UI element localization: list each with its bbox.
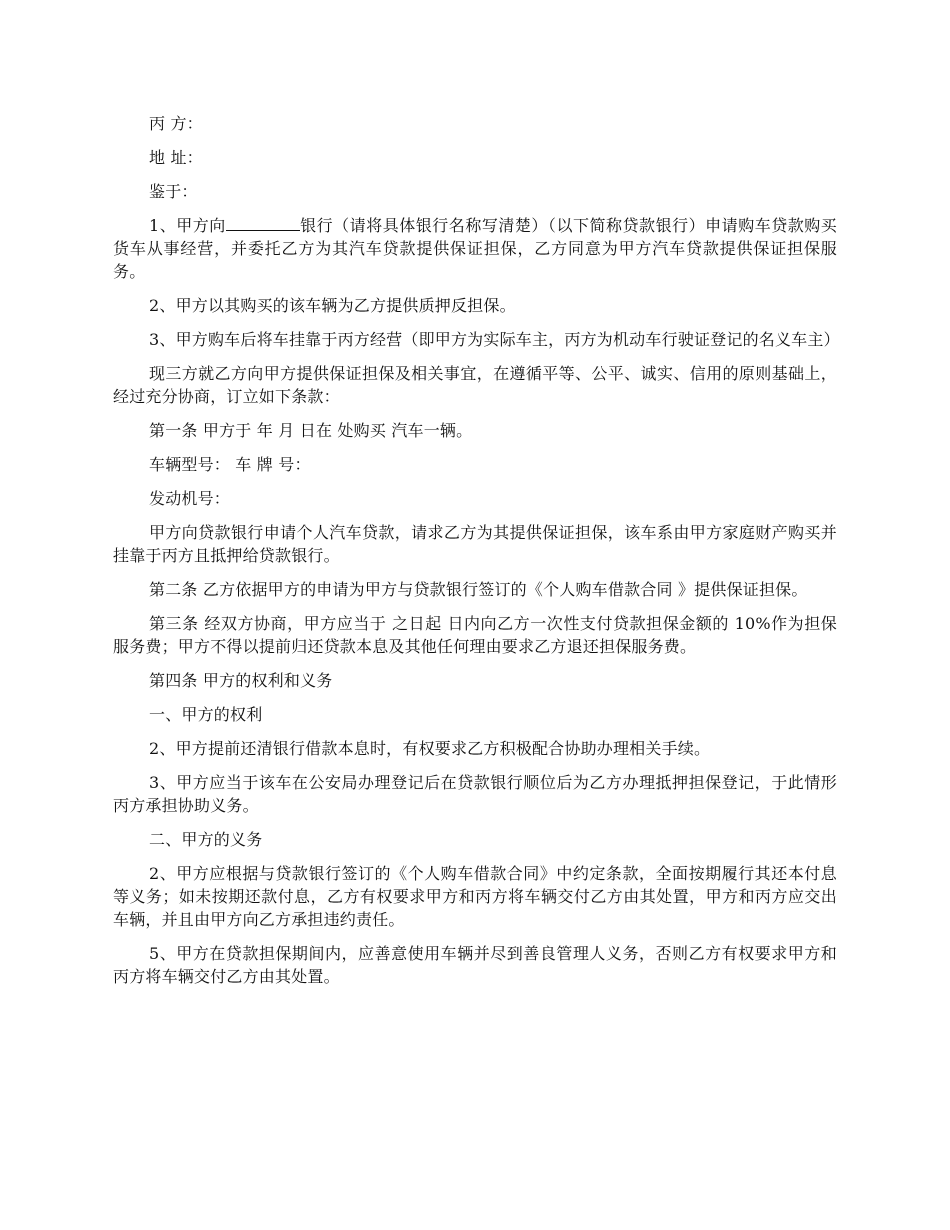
whereas-heading: 鉴于： [149,182,198,201]
party-a-right-2: 2、甲方提前还清银行借款本息时，有权要求乙方积极配合协助办理相关手续。 [149,739,711,758]
party-a-obligations-heading: 二、甲方的义务 [149,830,263,849]
party-a-obligation-2: 2、甲方应根据与贷款银行签订的《个人购车借款合同》中约定条款，全面按期履行其还本付息等义务；如未按期还款付息，乙方有权要求甲方和丙方将车辆交付乙方由其处置，甲方和丙方应交出车辆，并且由甲方向乙方承担违约责任。 [113,864,837,929]
party-a-obligation-5: 5、甲方在贷款担保期间内，应善意使用车辆并尽到善良管理人义务，否则乙方有权要求甲方和丙方将车辆交付乙方由其处置。 [113,944,837,986]
address-label: 地 址： [149,148,203,167]
party-c-label: 丙 方： [149,114,203,133]
article-4-heading: 第四条 甲方的权利和义务 [149,671,333,690]
preamble: 现三方就乙方向甲方提供保证担保及相关事宜，在遵循平等、公平、诚实、信用的原则基础上，经过充分协商，订立如下条款： [113,364,837,406]
loan-application-paragraph: 甲方向贷款银行申请个人汽车贷款，请求乙方为其提供保证担保，该车系由甲方家庭财产购买并挂靠于丙方且抵押给贷款银行。 [113,523,837,565]
recital-1-before: 1、甲方向 [149,216,226,235]
article-2: 第二条 乙方依据甲方的申请为甲方与贷款银行签订的《个人购车借款合同 》提供保证担保。 [149,580,808,599]
party-a-right-3: 3、甲方应当于该车在公安局办理登记后在贷款银行顺位后为乙方办理抵押担保登记，于此情形丙方承担协助义务。 [113,773,837,815]
bank-name-blank [226,215,300,231]
recital-2: 2、甲方以其购买的该车辆为乙方提供质押反担保。 [149,296,516,315]
party-a-rights-heading: 一、甲方的权利 [149,705,263,724]
engine-number-line: 发动机号： [149,489,231,508]
recital-1-after: 银行（请将具体银行名称写清楚）（以下简称贷款银行）申请购车贷款购买货车从事经营，并委托乙方为其汽车贷款提供保证担保，乙方同意为甲方汽车贷款提供保证担保服务。 [113,216,837,281]
document-body [113,112,840,999]
vehicle-model-line: 车辆型号： 车 牌 号： [149,455,311,474]
article-3: 第三条 经双方协商，甲方应当于 之日起 日内向乙方一次性支付贷款担保金额的 10%作为担保服务费；甲方不得以提前归还贷款本息及其他任何理由要求乙方退还担保服务费。 [113,614,837,656]
recital-1 [113,214,837,283]
article-1: 第一条 甲方于 年 月 日在 处购买 汽车一辆。 [149,421,473,440]
recital-3: 3、甲方购车后将车挂靠于丙方经营（即甲方为实际车主，丙方为机动车行驶证登记的名义车主） [149,330,840,349]
